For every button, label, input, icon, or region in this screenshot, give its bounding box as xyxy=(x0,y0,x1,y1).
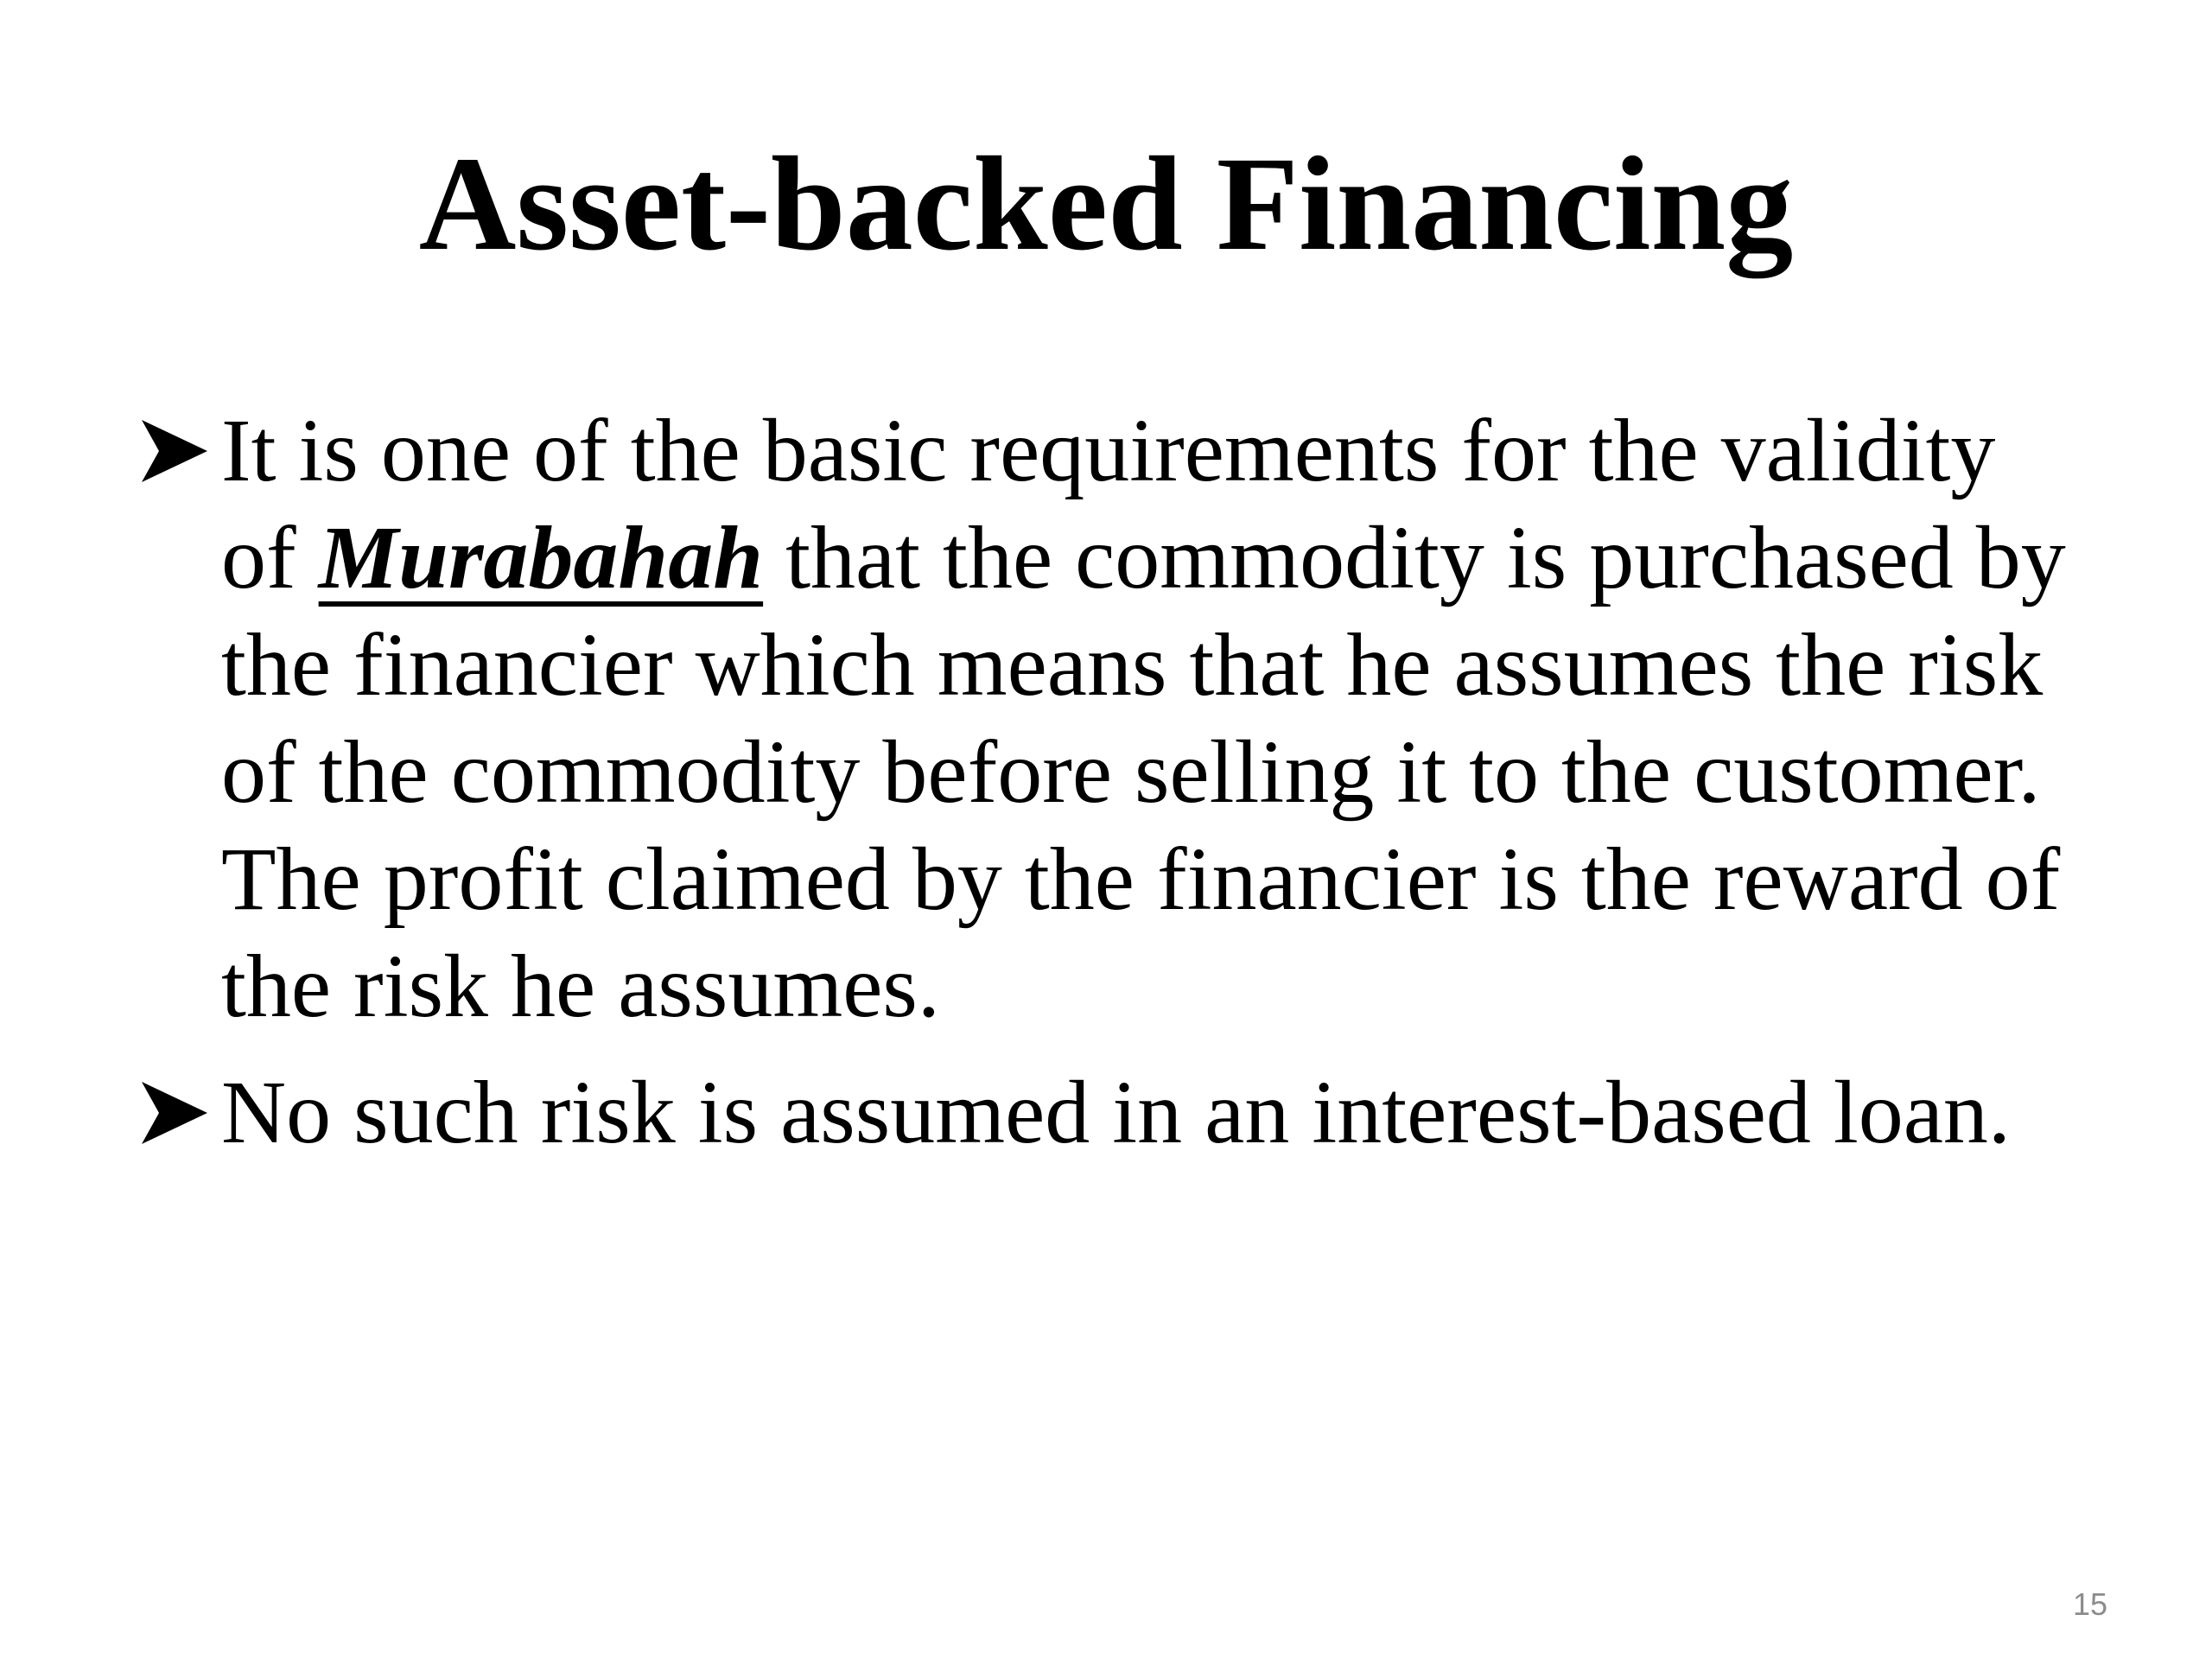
bullet-text: It is one of the basic requirements for the validity of xyxy=(221,401,1996,607)
bullet-text: No such risk is assumed in an interest-based loan. xyxy=(221,1063,2011,1162)
arrowhead-bullet-icon xyxy=(138,415,211,487)
bullet-item xyxy=(138,1059,2091,1166)
term-murabahah: Murabahah xyxy=(318,508,764,607)
slide-title: Asset-backed Financing xyxy=(418,129,1794,278)
bullet-item xyxy=(138,397,2091,1040)
bullet-list xyxy=(138,397,2091,1185)
page-number: 15 xyxy=(2072,1586,2107,1622)
arrowhead-bullet-icon xyxy=(138,1077,211,1149)
bullet-text: that the commodity is purchased by the financier which means that he assumes the risk of the commodity before selling it to the customer. The profit claimed by the financier is the reward of the risk he assumes. xyxy=(221,508,2066,1036)
